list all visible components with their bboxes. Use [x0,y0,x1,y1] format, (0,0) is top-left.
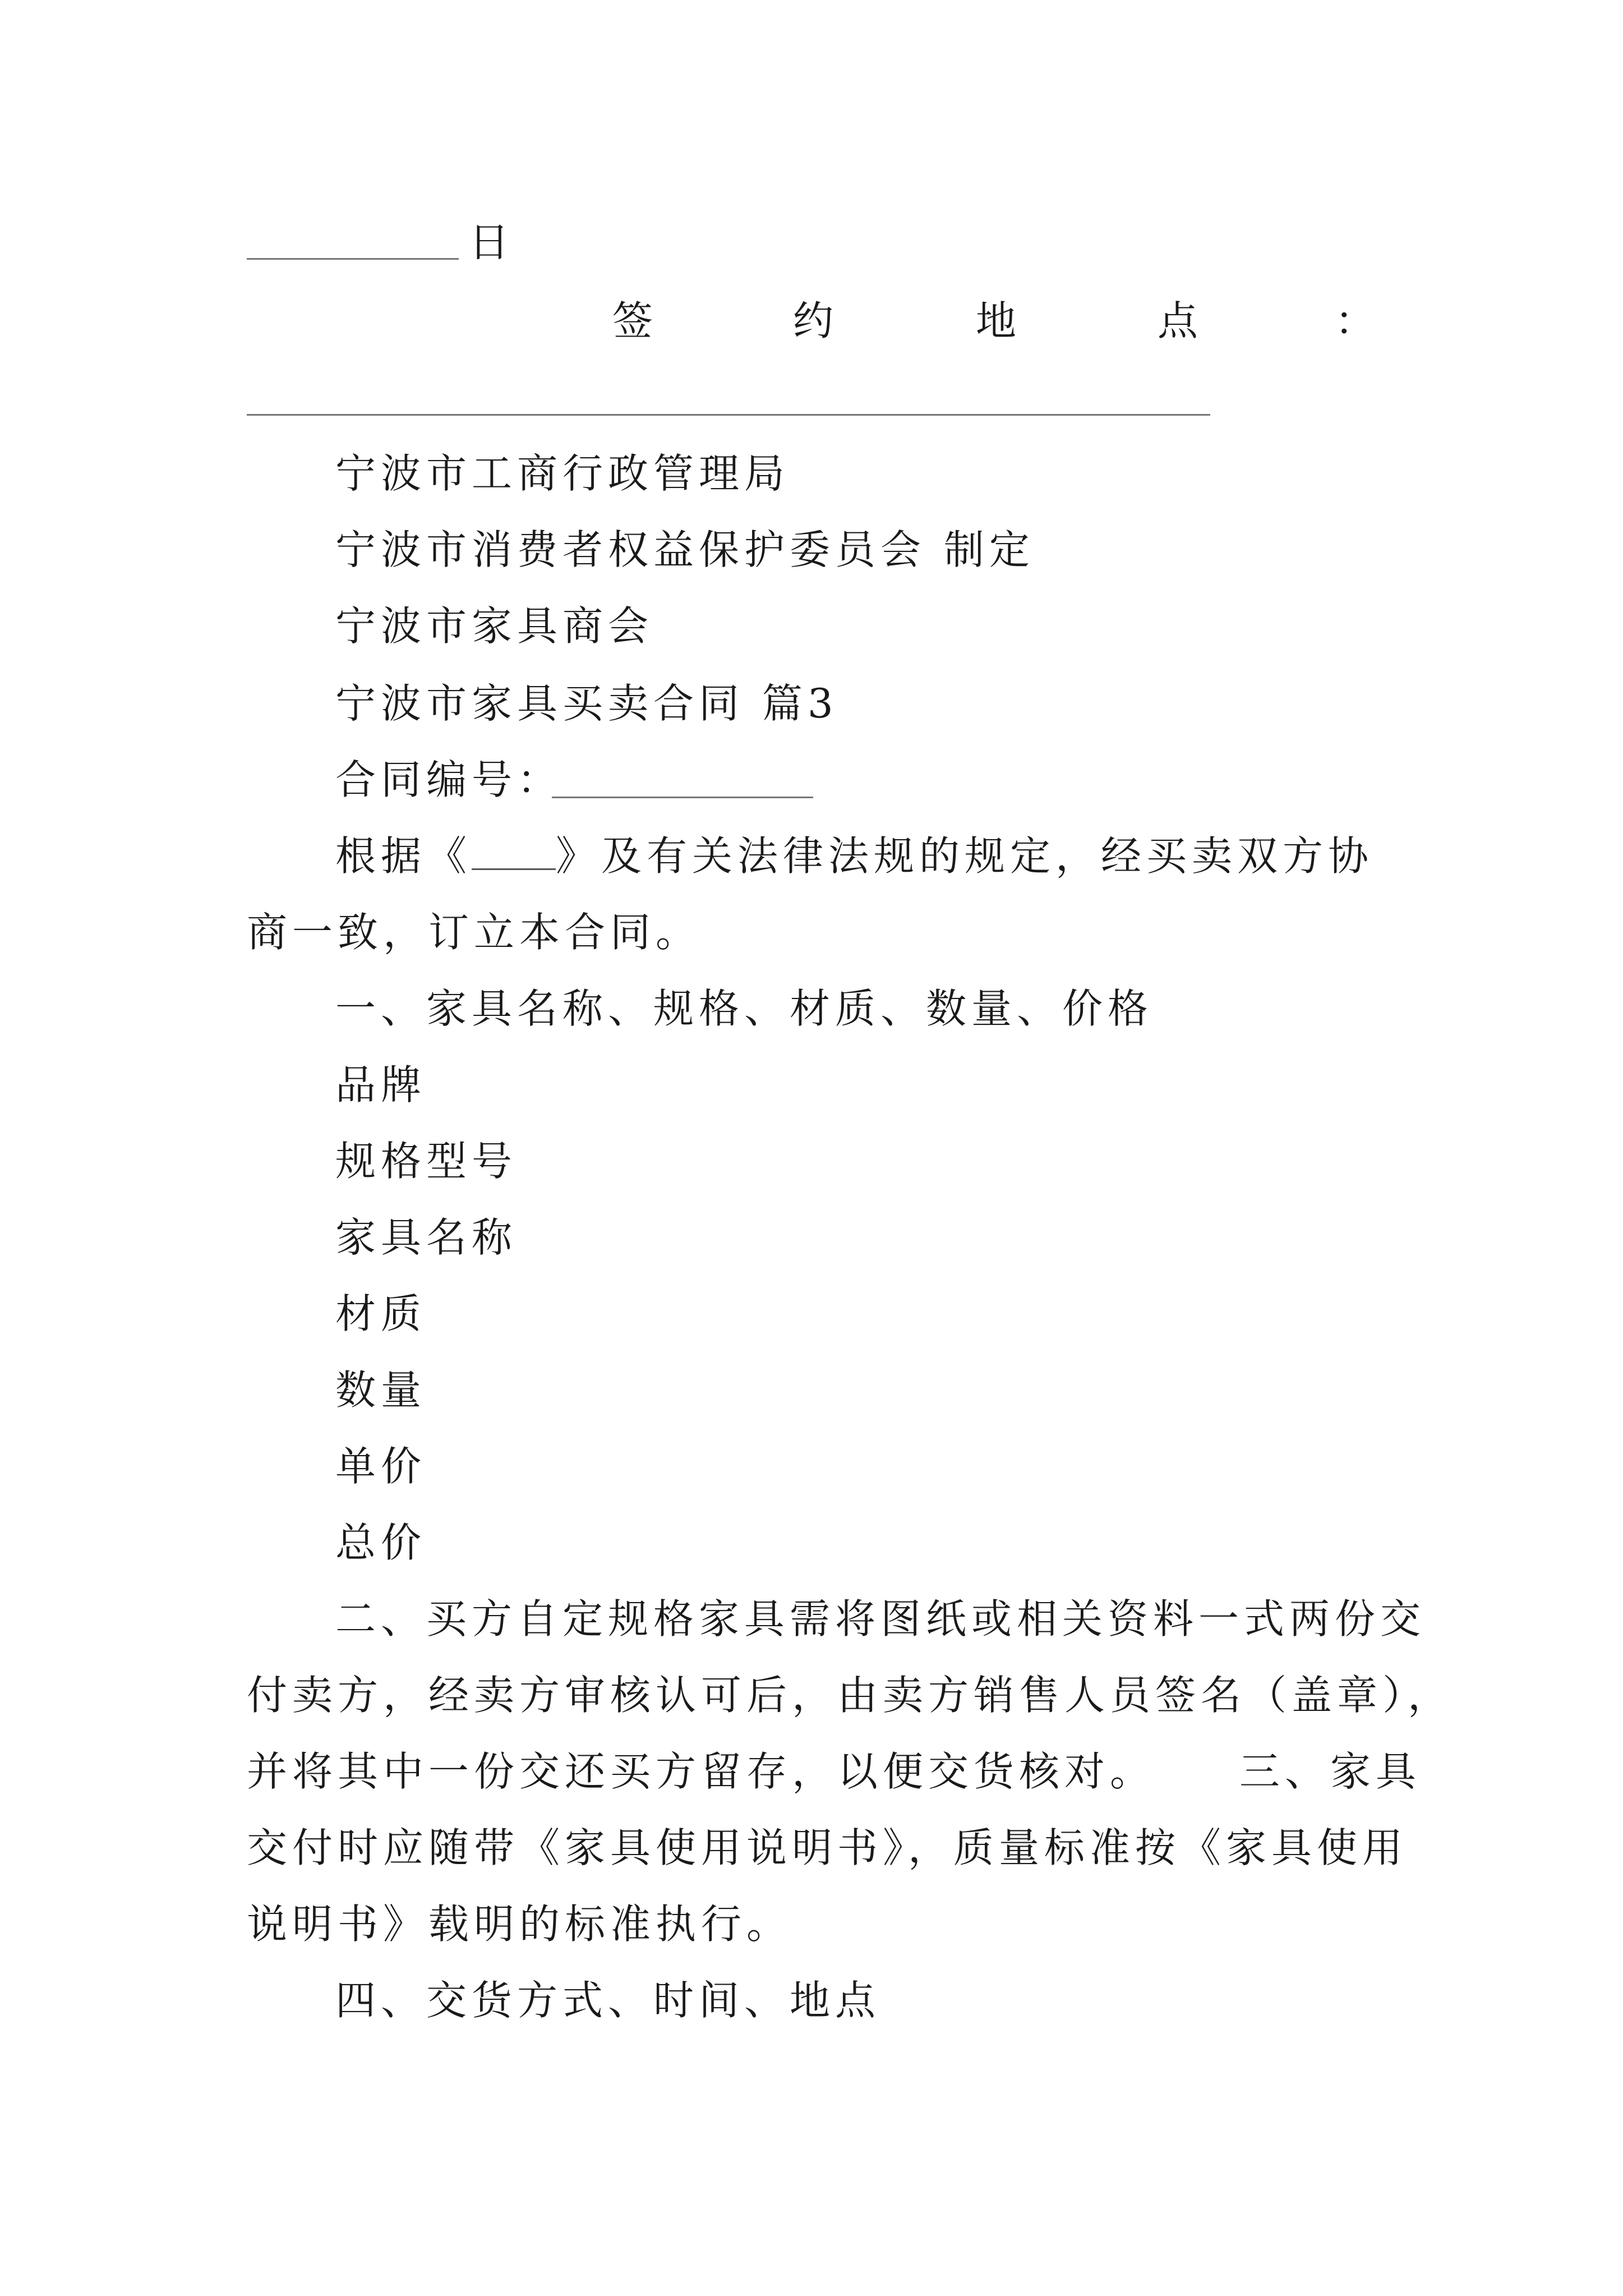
sign-place-char-1: 签 [612,297,653,344]
preamble-text-b: 》及有关法律法规的规定，经买卖双方协 [556,832,1374,880]
issuer-line-3: 宁波市家具商会 [335,602,654,650]
sign-place-char-2: 约 [793,297,834,344]
section-2-line-2: 付卖方，经卖方审核认可后，由卖方销售人员签名（盖章）， [247,1672,1454,1719]
preamble-line-2: 商一致，订立本合同。 [247,909,702,956]
contract-number-blank [552,797,813,798]
section-1-item-model: 规格型号 [335,1138,518,1185]
sign-place-colon: ： [1335,297,1376,344]
issuer-line-2: 宁波市消费者权益保护委员会 制定 [335,526,1035,573]
section-1-item-name: 家具名称 [335,1214,518,1261]
document-title: 宁波市家具买卖合同 篇3 [335,680,838,727]
sign-place-char-3: 地 [976,297,1017,344]
preamble-text-a: 根据《 [335,832,472,880]
section-3-line-3: 说明书》载明的标准执行。 [247,1901,792,1948]
section-3-line-2: 交付时应随带《家具使用说明书》，质量标准按《家具使用 [247,1824,1408,1871]
sign-place-blank [247,414,1210,416]
date-blank [247,258,459,260]
contract-number-label: 合同编号： [335,756,563,803]
section-3-start: 三、家具 [1239,1748,1422,1795]
section-1-item-brand: 品牌 [335,1061,427,1108]
issuer-line-1: 宁波市工商行政管理局 [335,450,790,497]
section-1-heading: 一、家具名称、规格、材质、数量、价格 [335,985,1154,1032]
section-1-item-material: 材质 [335,1290,427,1337]
date-suffix: 日 [469,219,515,266]
section-1-item-unit-price: 单价 [335,1443,427,1490]
section-2-line-1: 二、买方自定规格家具需将图纸或相关资料一式两份交 [335,1595,1426,1642]
preamble-line-1 [335,832,1374,880]
law-name-blank [472,837,556,870]
section-2-line-3 [247,1748,1422,1795]
section-1-item-quantity: 数量 [335,1366,427,1414]
section-1-item-total-price: 总价 [335,1519,427,1566]
sign-place-char-4: 点 [1158,297,1198,344]
section-2-text: 并将其中一份交还买方留存，以便交货核对。 [247,1748,1156,1795]
section-4-heading: 四、交货方式、时间、地点 [335,1977,881,2024]
